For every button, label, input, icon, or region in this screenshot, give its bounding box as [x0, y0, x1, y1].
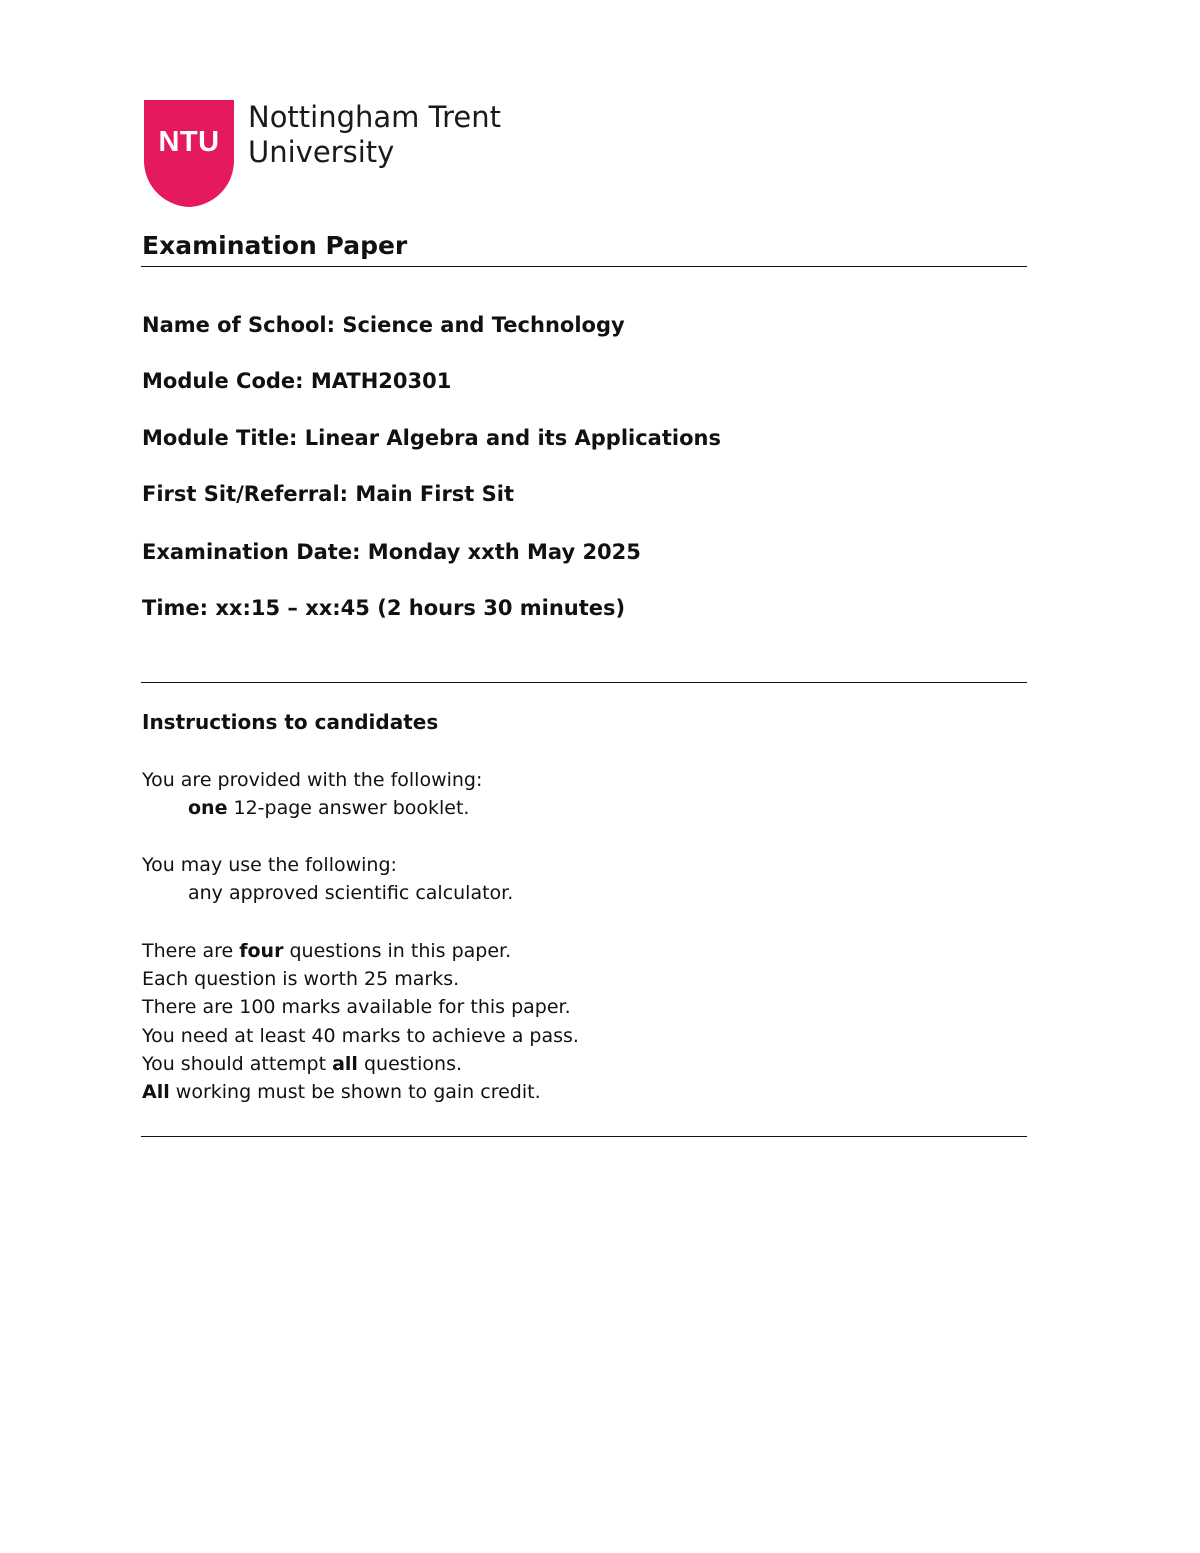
- logo-name-line1: Nottingham Trent: [248, 100, 501, 134]
- questions-post: questions in this paper.: [283, 940, 512, 962]
- title-divider: [141, 266, 1027, 267]
- logo-name-line2: University: [248, 135, 395, 169]
- detail-module-code: [142, 369, 451, 393]
- question-worth: Each question is worth 25 marks.: [142, 968, 460, 990]
- attempt-instruction: [142, 1050, 462, 1078]
- attempt-post: questions.: [357, 1053, 463, 1075]
- detail-value: xx:15 – xx:45 (2 hours 30 minutes): [215, 596, 626, 620]
- detail-label: Module Code:: [142, 369, 304, 393]
- provided-item-bold: one: [188, 797, 228, 819]
- detail-value: Science and Technology: [342, 313, 625, 337]
- university-logo: [144, 100, 524, 210]
- detail-label: Name of School:: [142, 313, 336, 337]
- logo-wordmark: [248, 100, 501, 170]
- detail-school: [142, 313, 625, 337]
- attempt-bold: all: [332, 1053, 358, 1075]
- may-use-intro: You may use the following:: [142, 854, 397, 876]
- detail-time: [142, 596, 625, 620]
- working-bold: All: [142, 1081, 170, 1103]
- provided-item: [188, 794, 469, 822]
- pass-mark: You need at least 40 marks to achieve a pass.: [142, 1025, 579, 1047]
- details-divider: [141, 682, 1027, 683]
- detail-sitting: [142, 482, 514, 506]
- may-use-item: any approved scientific calculator.: [188, 882, 514, 904]
- questions-pre: There are: [142, 940, 240, 962]
- logo-abbreviation: NTU: [158, 126, 220, 158]
- provided-intro: You are provided with the following:: [142, 769, 483, 791]
- document-title: Examination Paper: [142, 231, 408, 260]
- detail-label: Module Title:: [142, 426, 298, 450]
- instructions-heading: Instructions to candidates: [142, 710, 439, 734]
- detail-value: Monday xxth May 2025: [367, 540, 641, 564]
- detail-exam-date: [142, 540, 641, 564]
- detail-label: Time:: [142, 596, 209, 620]
- detail-value: Main First Sit: [355, 482, 515, 506]
- provided-item-rest: 12-page answer booklet.: [227, 797, 470, 819]
- detail-label: First Sit/Referral:: [142, 482, 349, 506]
- working-post: working must be shown to gain credit.: [169, 1081, 541, 1103]
- detail-value: Linear Algebra and its Applications: [304, 426, 721, 450]
- questions-count: [142, 937, 511, 965]
- questions-bold: four: [239, 940, 284, 962]
- detail-module-title: [142, 426, 721, 450]
- instructions-divider: [141, 1136, 1027, 1137]
- working-instruction: [142, 1078, 541, 1106]
- marks-available: There are 100 marks available for this paper.: [142, 996, 571, 1018]
- detail-label: Examination Date:: [142, 540, 361, 564]
- attempt-pre: You should attempt: [142, 1053, 333, 1075]
- detail-value: MATH20301: [310, 369, 452, 393]
